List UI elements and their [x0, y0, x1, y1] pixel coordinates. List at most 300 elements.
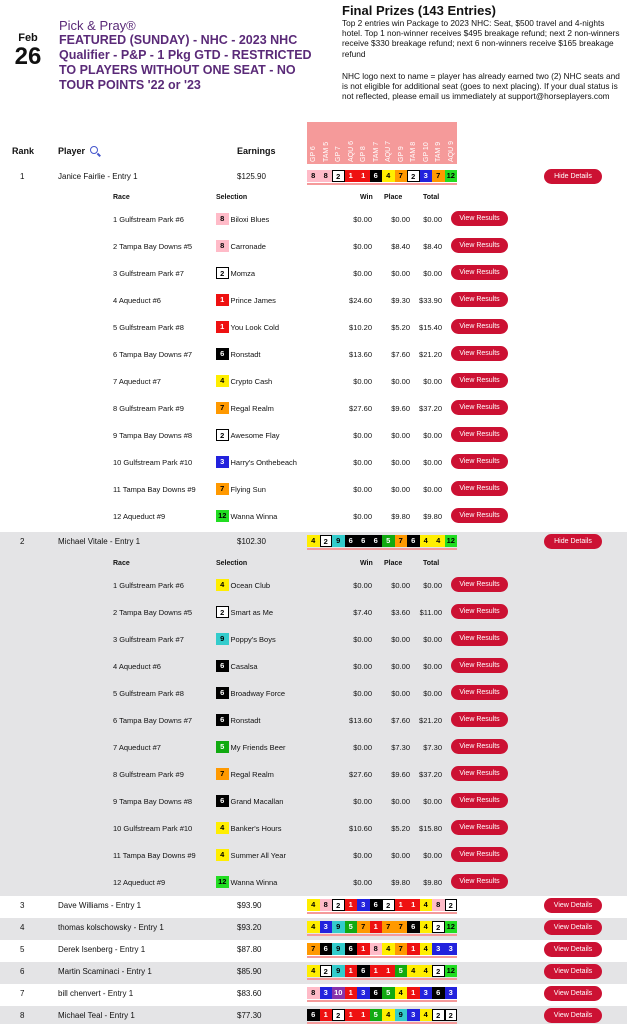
race-header-label: TAM 5	[322, 141, 330, 162]
race-header-label: GP 9	[397, 146, 405, 162]
player-rank: 4	[20, 923, 25, 932]
saddle-cloth-4: 4	[420, 921, 433, 933]
place-amount: $7.30	[391, 743, 410, 752]
race-header-3	[345, 122, 358, 164]
detail-header-race: Race	[113, 560, 130, 567]
total-amount: $37.20	[419, 404, 442, 413]
saddle-cloth-12: 12	[445, 921, 458, 933]
prizes-text: Top 2 entries win Package to 2023 NHC: Seat, $500 travel and 4-nights hotel. Top 1 non-winner receives $495 breakage refund; next 2 non-winners receive $330 breakage refund; next 6 non-winners receive $165 breakage refund	[342, 18, 620, 59]
saddle-cloth-6: 6	[216, 714, 229, 726]
saddle-cloth-2: 2	[320, 535, 333, 547]
view-details-button[interactable]: View Details	[544, 964, 602, 979]
race-header-label: GP 6	[310, 146, 317, 162]
view-details-button[interactable]: View Details	[544, 942, 602, 957]
race-selection	[216, 240, 266, 252]
saddle-cloth-4: 4	[432, 535, 445, 547]
saddle-cloth-1: 1	[407, 899, 420, 911]
race-header-11	[445, 122, 458, 164]
race-result-row	[0, 842, 627, 869]
view-results-button[interactable]: View Results	[451, 766, 508, 781]
hide-details-button[interactable]: Hide Details	[544, 534, 602, 549]
view-results-button[interactable]: View Results	[451, 508, 508, 523]
saddle-cloth-1: 1	[216, 294, 229, 306]
player-earnings: $87.80	[237, 945, 262, 954]
saddle-cloth-6: 6	[307, 1009, 320, 1021]
saddle-cloth-2: 2	[445, 1009, 458, 1021]
player-name[interactable]: bill chenvert - Entry 1	[58, 989, 134, 998]
saddle-cloth-1: 1	[345, 965, 358, 977]
saddle-cloth-3: 3	[320, 987, 333, 999]
place-amount: $0.00	[391, 269, 410, 278]
player-earnings: $83.60	[237, 989, 262, 998]
selection-strip	[307, 170, 457, 184]
race-name: 3 Gulfstream Park #7	[113, 635, 184, 644]
race-header-9	[420, 122, 433, 164]
saddle-cloth-4: 4	[382, 943, 395, 955]
saddle-cloth-6: 6	[357, 535, 370, 547]
saddle-cloth-6: 6	[345, 943, 358, 955]
place-amount: $0.00	[391, 215, 410, 224]
saddle-cloth-5: 5	[382, 535, 395, 547]
race-name: 2 Tampa Bay Downs #5	[113, 242, 193, 251]
race-selection	[216, 876, 277, 888]
earnings-header: Earnings	[237, 146, 276, 156]
race-header-label: TAM 9	[435, 141, 442, 162]
selection-strip-underline	[307, 978, 457, 980]
race-name: 12 Aqueduct #9	[113, 878, 166, 887]
race-result-row	[0, 680, 627, 707]
race-result-row	[0, 260, 627, 287]
race-selection	[216, 321, 279, 333]
saddle-cloth-7: 7	[357, 921, 370, 933]
view-results-button[interactable]: View Results	[451, 712, 508, 727]
place-amount: $9.60	[391, 404, 410, 413]
saddle-cloth-6: 6	[216, 687, 229, 699]
race-selection	[216, 714, 261, 726]
race-name: 7 Aqueduct #7	[113, 743, 161, 752]
race-name: 1 Gulfstream Park #6	[113, 581, 184, 590]
race-header-4	[357, 122, 370, 164]
selection-strip	[307, 987, 457, 1001]
view-results-button[interactable]: View Results	[451, 739, 508, 754]
place-amount: $0.00	[391, 458, 410, 467]
horse-name: Ronstadt	[230, 715, 261, 725]
race-name: 3 Gulfstream Park #7	[113, 269, 184, 278]
saddle-cloth-4: 4	[420, 943, 433, 955]
saddle-cloth-7: 7	[216, 483, 229, 495]
win-amount: $0.00	[353, 458, 372, 467]
race-result-row	[0, 395, 627, 422]
view-results-button[interactable]: View Results	[451, 481, 508, 496]
view-results-button[interactable]: View Results	[451, 238, 508, 253]
hide-details-button[interactable]: Hide Details	[544, 169, 602, 184]
saddle-cloth-1: 1	[407, 987, 420, 999]
place-amount: $0.00	[391, 662, 410, 671]
race-result-row	[0, 476, 627, 503]
race-selection	[216, 267, 255, 279]
saddle-cloth-4: 4	[216, 579, 229, 591]
player-earnings: $125.90	[237, 172, 266, 181]
race-result-row	[0, 626, 627, 653]
view-results-button[interactable]: View Results	[451, 793, 508, 808]
date-day: 26	[14, 43, 42, 70]
view-results-button[interactable]: View Results	[451, 211, 508, 226]
race-name: 9 Tampa Bay Downs #8	[113, 431, 193, 440]
race-result-row	[0, 707, 627, 734]
place-amount: $7.60	[391, 716, 410, 725]
total-amount: $0.00	[423, 269, 442, 278]
view-details-button[interactable]: View Details	[544, 986, 602, 1001]
saddle-cloth-8: 8	[370, 943, 383, 955]
race-selection	[216, 606, 273, 618]
view-results-button[interactable]: View Results	[451, 658, 508, 673]
selection-strip-underline	[307, 1000, 457, 1002]
saddle-cloth-1: 1	[357, 170, 370, 182]
horse-name: Harry's Onthebeach	[230, 457, 297, 467]
view-results-button[interactable]: View Results	[451, 577, 508, 592]
race-selection	[216, 849, 286, 861]
win-amount: $0.00	[353, 797, 372, 806]
race-selection	[216, 213, 269, 225]
saddle-cloth-6: 6	[345, 535, 358, 547]
saddle-cloth-6: 6	[320, 943, 333, 955]
place-amount: $9.60	[391, 770, 410, 779]
view-details-button[interactable]: View Details	[544, 920, 602, 935]
view-results-button[interactable]: View Results	[451, 454, 508, 469]
saddle-cloth-7: 7	[395, 170, 408, 182]
win-amount: $27.60	[349, 770, 372, 779]
win-amount: $0.00	[353, 242, 372, 251]
view-results-button[interactable]: View Results	[451, 373, 508, 388]
total-amount: $9.80	[423, 878, 442, 887]
saddle-cloth-1: 1	[370, 965, 383, 977]
view-details-button[interactable]: View Details	[544, 898, 602, 913]
win-amount: $0.00	[353, 662, 372, 671]
horse-name: Summer All Year	[230, 850, 286, 860]
place-amount: $0.00	[391, 689, 410, 698]
saddle-cloth-1: 1	[345, 899, 358, 911]
race-result-row	[0, 449, 627, 476]
total-amount: $0.00	[423, 485, 442, 494]
player-row	[0, 167, 627, 532]
view-results-button[interactable]: View Results	[451, 292, 508, 307]
saddle-cloth-4: 4	[216, 849, 229, 861]
saddle-cloth-2: 2	[216, 606, 229, 618]
race-name: 10 Gulfstream Park #10	[113, 458, 193, 467]
saddle-cloth-9: 9	[332, 921, 345, 933]
saddle-cloth-3: 3	[357, 987, 370, 999]
saddle-cloth-1: 1	[216, 321, 229, 333]
total-amount: $21.20	[419, 716, 442, 725]
race-selection	[216, 660, 258, 672]
saddle-cloth-6: 6	[216, 348, 229, 360]
player-rank: 5	[20, 945, 25, 954]
race-selection	[216, 375, 272, 387]
race-header-label: AQU 6	[347, 140, 355, 162]
player-row	[0, 896, 627, 918]
saddle-cloth-12: 12	[216, 510, 229, 522]
total-amount: $0.00	[423, 635, 442, 644]
place-amount: $0.00	[391, 635, 410, 644]
saddle-cloth-2: 2	[432, 921, 445, 933]
race-headers	[307, 122, 457, 164]
prizes-title: Final Prizes (143 Entries)	[342, 3, 496, 18]
player-name[interactable]: Dave Williams - Entry 1	[58, 901, 142, 910]
detail-header-place: Place	[384, 194, 403, 201]
search-icon[interactable]	[90, 146, 98, 154]
saddle-cloth-2: 2	[332, 170, 345, 182]
horse-name: Broadway Force	[230, 688, 286, 698]
total-amount: $8.40	[423, 242, 442, 251]
saddle-cloth-6: 6	[370, 899, 383, 911]
saddle-cloth-8: 8	[320, 170, 333, 182]
saddle-cloth-5: 5	[370, 1009, 383, 1021]
total-amount: $15.80	[419, 824, 442, 833]
selection-strip-underline	[307, 548, 457, 550]
saddle-cloth-12: 12	[445, 170, 458, 182]
race-name: 4 Aqueduct #6	[113, 296, 161, 305]
view-results-button[interactable]: View Results	[451, 604, 508, 619]
saddle-cloth-6: 6	[216, 795, 229, 807]
total-amount: $33.90	[419, 296, 442, 305]
race-header-5	[370, 122, 383, 164]
win-amount: $0.00	[353, 512, 372, 521]
saddle-cloth-1: 1	[345, 987, 358, 999]
race-header-label: GP 8	[360, 146, 367, 162]
saddle-cloth-4: 4	[395, 987, 408, 999]
date-month: Feb	[18, 32, 38, 44]
horse-name: Grand Macallan	[230, 796, 284, 806]
place-amount: $0.00	[391, 377, 410, 386]
race-result-row	[0, 368, 627, 395]
view-results-button[interactable]: View Results	[451, 847, 508, 862]
view-results-button[interactable]: View Results	[451, 874, 508, 889]
saddle-cloth-1: 1	[357, 1009, 370, 1021]
selection-strip	[307, 899, 457, 913]
view-results-button[interactable]: View Results	[451, 427, 508, 442]
player-name[interactable]: Michael Vitale - Entry 1	[58, 537, 141, 546]
saddle-cloth-4: 4	[307, 921, 320, 933]
race-name: 10 Gulfstream Park #10	[113, 824, 193, 833]
player-name[interactable]: Janice Fairlie - Entry 1	[58, 172, 138, 181]
player-earnings: $93.90	[237, 901, 262, 910]
selection-strip	[307, 965, 457, 979]
saddle-cloth-2: 2	[445, 899, 458, 911]
player-rank: 6	[20, 967, 25, 976]
saddle-cloth-8: 8	[307, 170, 320, 182]
horse-name: Awesome Flay	[230, 430, 280, 440]
saddle-cloth-1: 1	[370, 921, 383, 933]
place-amount: $0.00	[391, 431, 410, 440]
race-result-row	[0, 572, 627, 599]
saddle-cloth-8: 8	[307, 987, 320, 999]
saddle-cloth-2: 2	[382, 899, 395, 911]
race-name: 11 Tampa Bay Downs #9	[113, 485, 196, 494]
saddle-cloth-9: 9	[332, 943, 345, 955]
player-row	[0, 940, 627, 962]
race-result-row	[0, 233, 627, 260]
saddle-cloth-9: 9	[395, 1009, 408, 1021]
win-amount: $10.60	[349, 824, 372, 833]
total-amount: $0.00	[423, 581, 442, 590]
race-name: 6 Tampa Bay Downs #7	[113, 716, 193, 725]
saddle-cloth-8: 8	[216, 213, 229, 225]
horse-name: Poppy's Boys	[230, 634, 276, 644]
detail-header-race: Race	[113, 194, 130, 201]
race-selection	[216, 510, 277, 522]
race-selection	[216, 768, 274, 780]
saddle-cloth-6: 6	[407, 535, 420, 547]
place-amount: $9.30	[391, 296, 410, 305]
selection-strip-underline	[307, 956, 457, 958]
saddle-cloth-2: 2	[332, 899, 345, 911]
race-result-row	[0, 287, 627, 314]
player-earnings: $102.30	[237, 537, 266, 546]
view-results-button[interactable]: View Results	[451, 820, 508, 835]
saddle-cloth-9: 9	[332, 535, 345, 547]
saddle-cloth-9: 9	[216, 633, 229, 645]
race-name: 12 Aqueduct #9	[113, 512, 166, 521]
race-name: 2 Tampa Bay Downs #5	[113, 608, 193, 617]
view-results-button[interactable]: View Results	[451, 685, 508, 700]
saddle-cloth-7: 7	[307, 943, 320, 955]
contest-brand: Pick & Pray®	[59, 18, 136, 33]
horse-name: Crypto Cash	[230, 376, 273, 386]
race-header-0	[307, 122, 320, 164]
player-name[interactable]: Martin Scaminaci - Entry 1	[58, 967, 152, 976]
total-amount: $0.00	[423, 377, 442, 386]
selection-strip-underline	[307, 912, 457, 914]
race-header-10	[432, 122, 445, 164]
place-amount: $5.20	[391, 323, 410, 332]
player-name[interactable]: Derek Isenberg - Entry 1	[58, 945, 146, 954]
win-amount: $0.00	[353, 431, 372, 440]
race-selection	[216, 741, 286, 753]
saddle-cloth-6: 6	[370, 987, 383, 999]
saddle-cloth-5: 5	[382, 987, 395, 999]
race-result-row	[0, 653, 627, 680]
prizes-panel	[342, 3, 624, 101]
saddle-cloth-8: 8	[216, 240, 229, 252]
race-result-row	[0, 599, 627, 626]
win-amount: $0.00	[353, 851, 372, 860]
saddle-cloth-12: 12	[445, 535, 458, 547]
race-result-row	[0, 815, 627, 842]
player-name[interactable]: Michael Teal - Entry 1	[58, 1011, 135, 1020]
race-result-row	[0, 314, 627, 341]
race-name: 8 Gulfstream Park #9	[113, 404, 184, 413]
horse-name: My Friends Beer	[230, 742, 286, 752]
view-results-button[interactable]: View Results	[451, 400, 508, 415]
player-earnings: $93.20	[237, 923, 262, 932]
race-name: 6 Tampa Bay Downs #7	[113, 350, 193, 359]
win-amount: $0.00	[353, 581, 372, 590]
player-row	[0, 532, 627, 896]
race-result-row	[0, 734, 627, 761]
player-header[interactable]	[58, 146, 98, 156]
detail-header-total: Total	[423, 560, 440, 567]
selection-strip	[307, 1009, 457, 1023]
saddle-cloth-4: 4	[382, 170, 395, 182]
race-name: 7 Aqueduct #7	[113, 377, 161, 386]
race-selection	[216, 795, 283, 807]
saddle-cloth-4: 4	[420, 965, 433, 977]
saddle-cloth-4: 4	[307, 965, 320, 977]
win-amount: $10.20	[349, 323, 372, 332]
saddle-cloth-1: 1	[407, 943, 420, 955]
selection-strip-underline	[307, 934, 457, 936]
win-amount: $0.00	[353, 635, 372, 644]
saddle-cloth-10: 10	[332, 987, 345, 999]
win-amount: $13.60	[349, 716, 372, 725]
saddle-cloth-3: 3	[320, 921, 333, 933]
saddle-cloth-3: 3	[445, 943, 458, 955]
race-result-row	[0, 869, 627, 896]
saddle-cloth-6: 6	[370, 170, 383, 182]
horse-name: Prince James	[230, 295, 276, 305]
saddle-cloth-4: 4	[407, 965, 420, 977]
selection-strip	[307, 943, 457, 957]
total-amount: $9.80	[423, 512, 442, 521]
race-header-label: GP 7	[335, 146, 342, 162]
total-amount: $0.00	[423, 458, 442, 467]
view-results-button[interactable]: View Results	[451, 319, 508, 334]
place-amount: $0.00	[391, 581, 410, 590]
view-results-button[interactable]: View Results	[451, 265, 508, 280]
saddle-cloth-2: 2	[216, 267, 229, 279]
saddle-cloth-4: 4	[420, 535, 433, 547]
race-result-row	[0, 422, 627, 449]
player-name[interactable]: thomas kolschowsky - Entry 1	[58, 923, 164, 932]
race-header-label: AQU 9	[447, 140, 455, 162]
race-selection	[216, 348, 261, 360]
player-rank: 8	[20, 1011, 25, 1020]
player-rank: 2	[20, 537, 25, 546]
rank-header: Rank	[12, 146, 35, 156]
view-results-button[interactable]: View Results	[451, 346, 508, 361]
race-selection	[216, 579, 270, 591]
saddle-cloth-6: 6	[357, 965, 370, 977]
player-earnings: $77.30	[237, 1011, 262, 1020]
player-earnings: $85.90	[237, 967, 262, 976]
saddle-cloth-7: 7	[395, 943, 408, 955]
selection-strip	[307, 921, 457, 935]
race-header-1	[320, 122, 333, 164]
race-header-8	[407, 122, 420, 164]
race-selection	[216, 402, 274, 414]
contest-heading	[59, 18, 331, 93]
win-amount: $24.60	[349, 296, 372, 305]
player-rank: 7	[20, 989, 25, 998]
total-amount: $0.00	[423, 851, 442, 860]
detail-header-selection: Selection	[216, 560, 248, 567]
saddle-cloth-7: 7	[216, 402, 229, 414]
saddle-cloth-2: 2	[432, 1009, 445, 1021]
horse-name: Biloxi Blues	[230, 214, 270, 224]
saddle-cloth-2: 2	[320, 965, 333, 977]
saddle-cloth-7: 7	[395, 535, 408, 547]
place-amount: $3.60	[391, 608, 410, 617]
race-name: 1 Gulfstream Park #6	[113, 215, 184, 224]
place-amount: $8.40	[391, 242, 410, 251]
view-results-button[interactable]: View Results	[451, 631, 508, 646]
win-amount: $13.60	[349, 350, 372, 359]
race-header-2	[332, 122, 345, 164]
race-selection	[216, 633, 276, 645]
horse-name: Carronade	[230, 241, 266, 251]
view-details-button[interactable]: View Details	[544, 1008, 602, 1023]
saddle-cloth-1: 1	[395, 899, 408, 911]
